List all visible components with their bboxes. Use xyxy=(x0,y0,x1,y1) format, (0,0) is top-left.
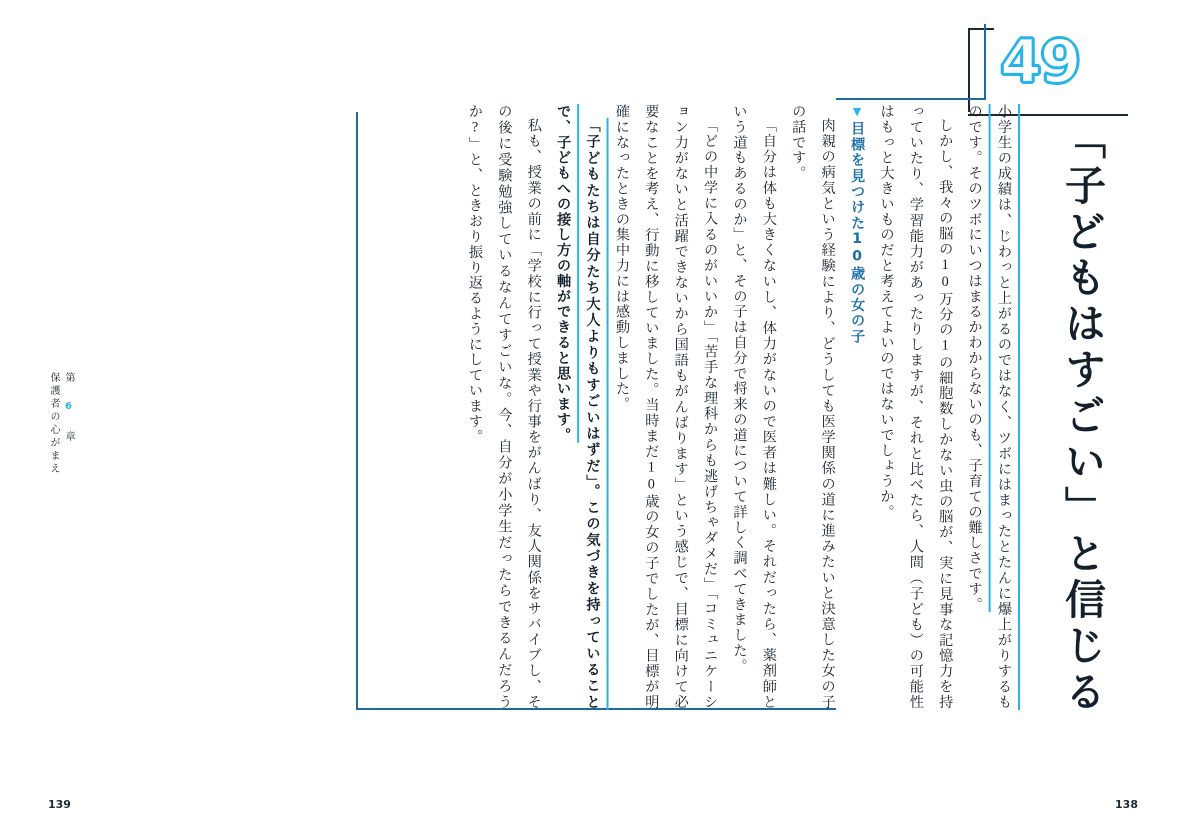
subheading-1-text: 目標を見つけた10歳の女の子 xyxy=(849,121,866,345)
subheading-1 xyxy=(842,104,871,710)
running-head-chapter-prefix: 第 xyxy=(63,372,74,385)
body-text xyxy=(214,104,1018,710)
badge-frame-top-rule xyxy=(968,28,994,30)
running-head-chapter-title: 保護者の心がまえ xyxy=(48,372,59,476)
paragraph-7: 私も、授業の前に「学校に行って授業や行事をがんばり、友人関係をサバイブし、その後に受験勉強しているなんてすごいな。今、自分が小学生だったらできるんだろうか?」と、ときおり振り返るようにしています。 xyxy=(466,104,542,710)
paragraph-5: 「どの中学に入るのがいいか」「苦手な理科からも逃げちゃダメだ」「コミュニケーション力がないと活躍できないから国語もがんばります」という感じで、目標に向けて必要なことを考え、行動に移していました。当時まだ10歳の女の子でしたが、目標が明確になったときの集中力には感動しました。 xyxy=(613,104,719,710)
decorative-rule-right-vertical xyxy=(984,24,986,100)
chapter-number-badge xyxy=(968,28,1128,116)
running-head xyxy=(46,372,76,476)
paragraph-3: 肉親の病気という経験により、どうしても医学関係の道に進みたいと決意した女の子の話です。 xyxy=(790,104,836,710)
page-title: 「子どもはすごい」と信じる xyxy=(1058,118,1106,716)
triangle-marker-icon: ▼ xyxy=(849,104,866,122)
chapter-number-text: 49 xyxy=(1000,27,1080,97)
paragraph-1 xyxy=(959,104,1018,710)
running-head-chapter-number: 6 xyxy=(63,401,74,415)
paragraph-6 xyxy=(548,104,607,710)
decorative-rule-top-horizontal xyxy=(836,98,986,100)
paragraph-2: しかし、我々の脳の10万分の1の細胞数しかない虫の脳が、実に見事な記憶力を持っていたり、学習能力があったりしますが、それと比べたら、人間（子ども）の可能性はもっと大きいものだと考えてよいのではないでしょうか。 xyxy=(878,104,954,710)
folio-left: 139 xyxy=(48,798,71,811)
paragraph-1-text: 小学生の成績は、じわっと上がるのではなく、ツボにはまったとたんに爆上がりするものです。そのツボにいつはまるかわからないのも、子育ての難しさです。 xyxy=(966,104,1012,710)
running-head-chapter-suffix: 章 xyxy=(63,431,74,444)
folio-right: 138 xyxy=(1115,798,1138,811)
paragraph-4: 「自分は体も大きくないし、体力がないので医者は難しい。それだったら、薬剤師という道もあるのか」と、その子は自分で将来の道について詳しく調べてきました。 xyxy=(731,104,777,710)
paragraph-6-text: 「子どもたちは自分たち大人よりもすごいはずだ」。この気づきを持っていることで、子どもへの接し方の軸ができると思います。 xyxy=(555,104,601,710)
